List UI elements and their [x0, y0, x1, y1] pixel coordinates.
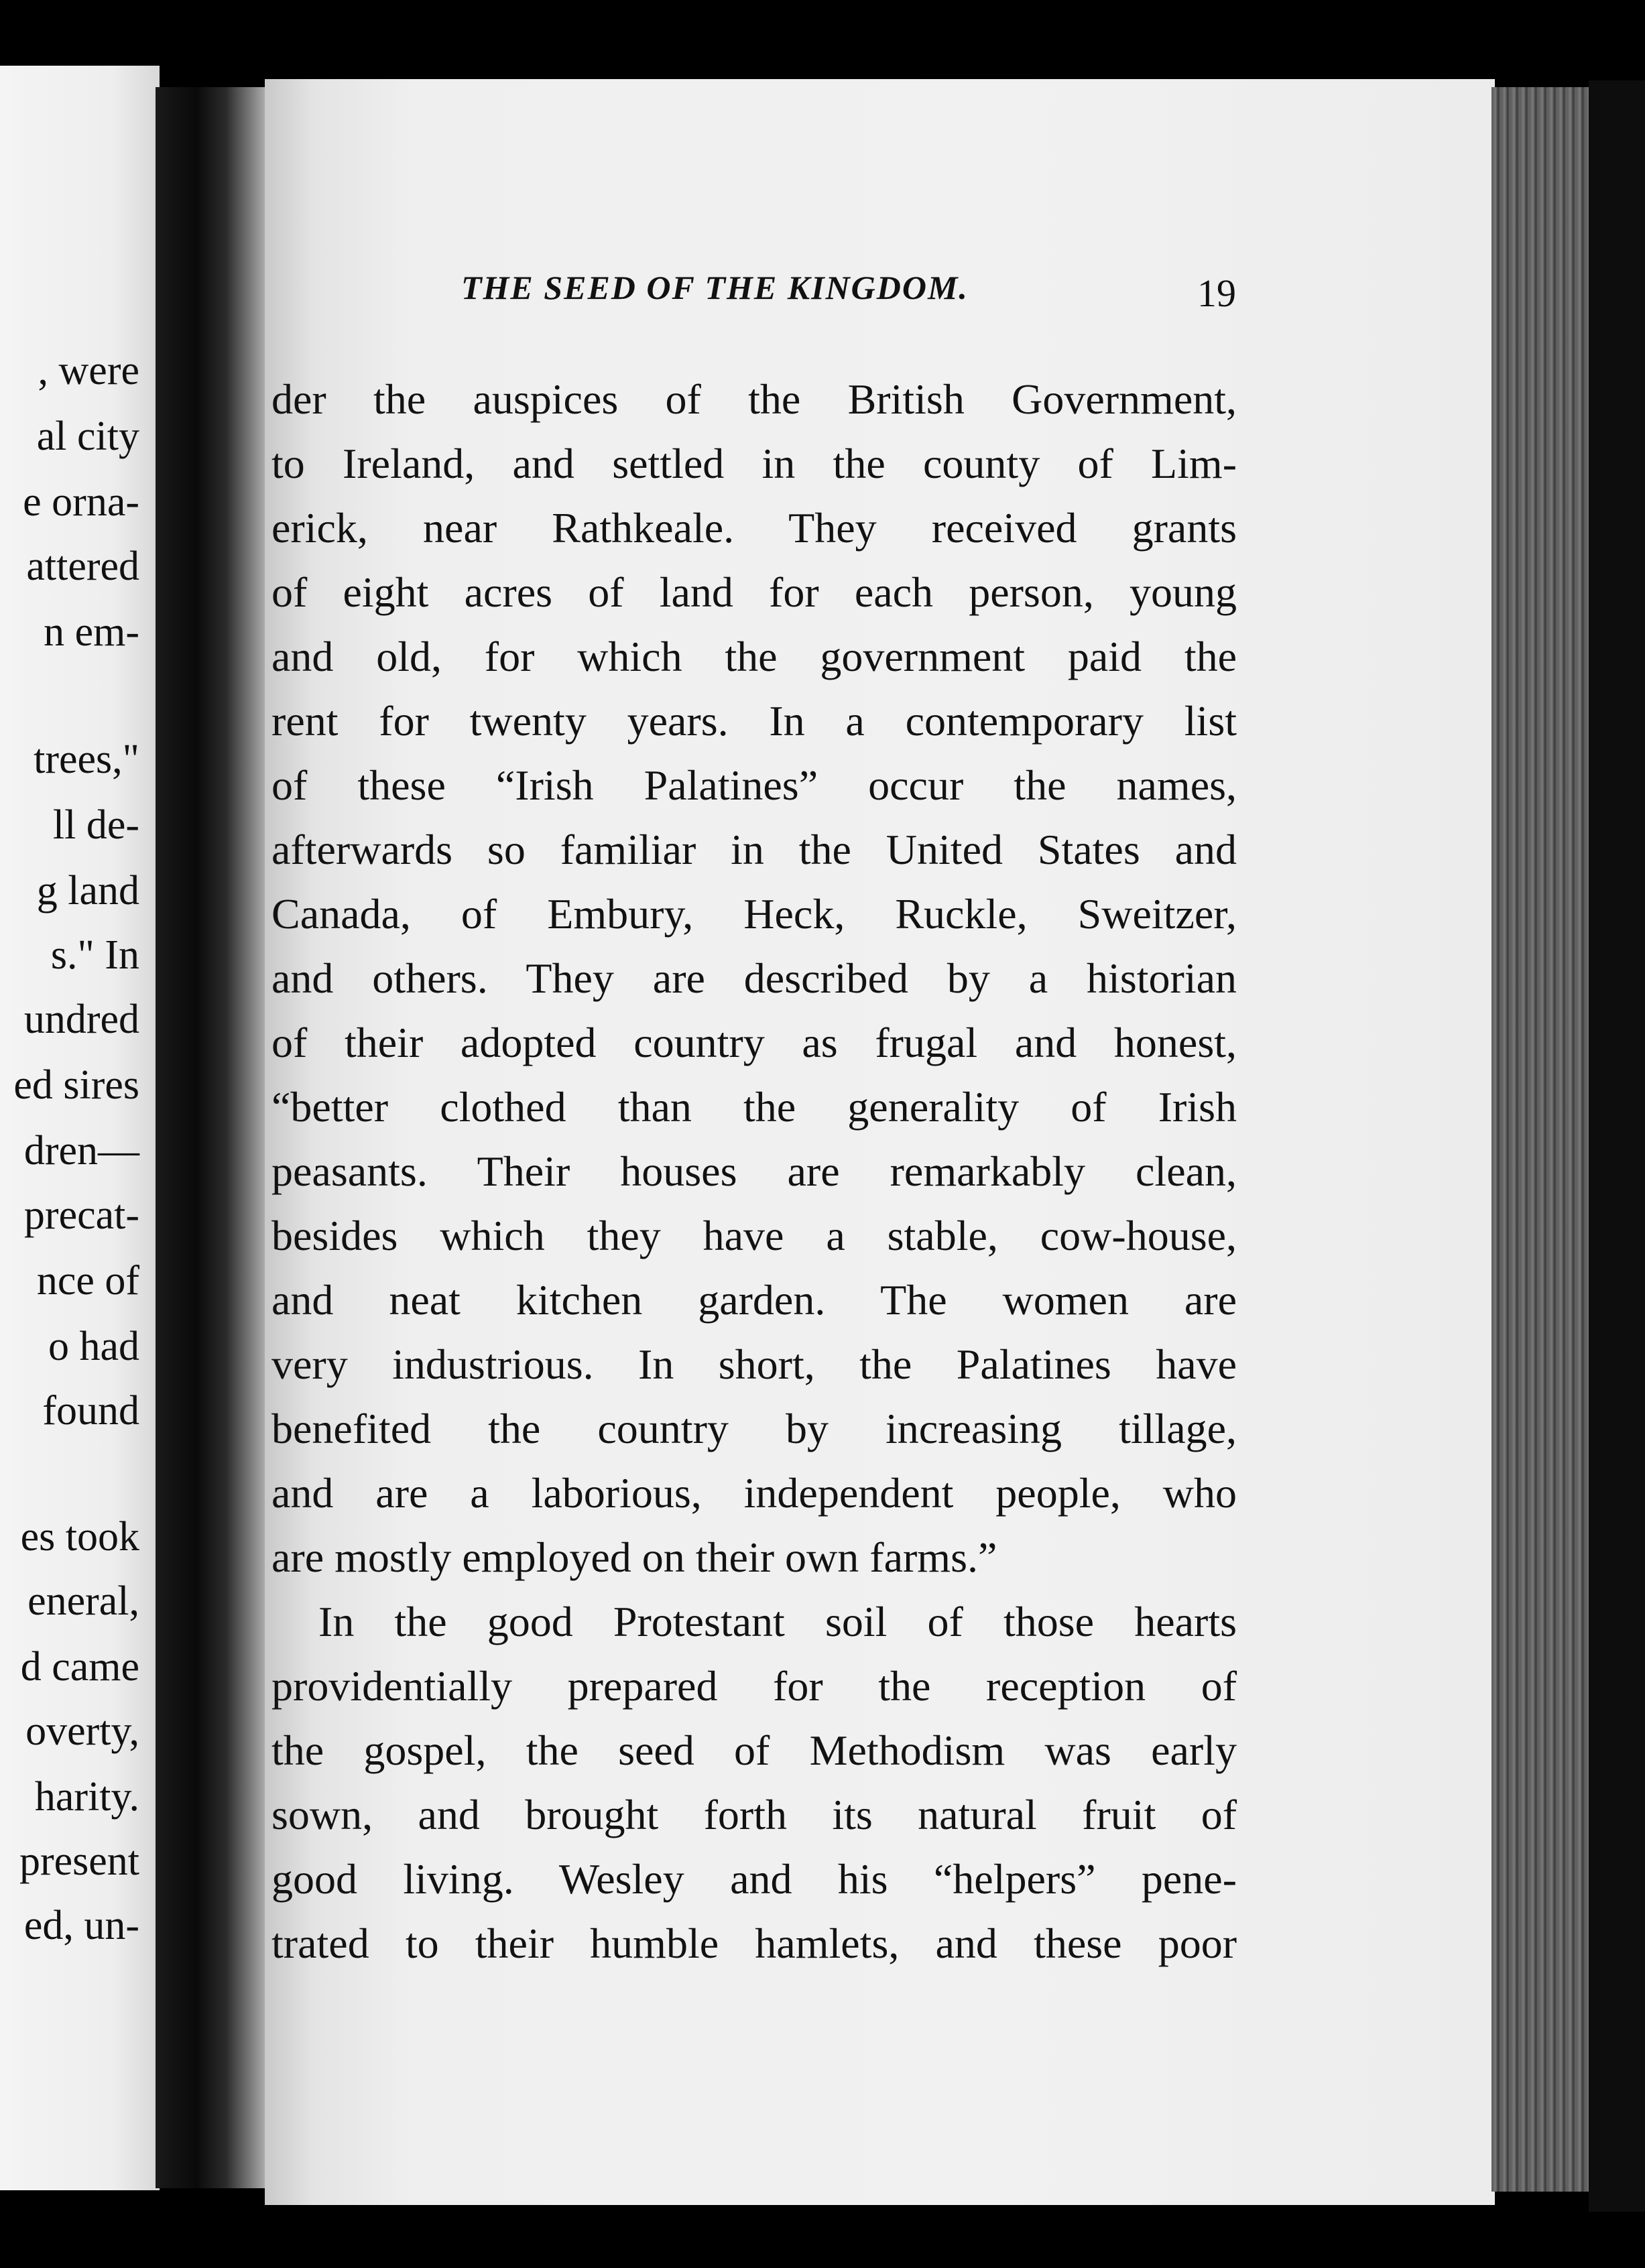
- left-line: nce of: [36, 1258, 139, 1304]
- left-line: n em-: [44, 609, 139, 655]
- left-line: eneral,: [27, 1578, 139, 1624]
- text-line: to Ireland, and settled in the county of Lim-: [271, 440, 1237, 487]
- body-text: [271, 367, 1237, 1976]
- text-line: and others. They are described by a historian: [271, 954, 1237, 1002]
- left-line: d came: [20, 1644, 139, 1690]
- text-line: peasants. Their houses are remarkably clean,: [271, 1147, 1237, 1195]
- scan-border: [1589, 80, 1645, 2212]
- text-line: of their adopted country as frugal and honest,: [271, 1019, 1237, 1066]
- text-line: and are a laborious, independent people, who: [271, 1469, 1237, 1517]
- left-line: found: [42, 1388, 139, 1434]
- gutter-shadow: [156, 87, 273, 2188]
- text-line: besides which they have a stable, cow-house,: [271, 1212, 1237, 1259]
- text-line: trated to their humble hamlets, and these poor: [271, 1919, 1237, 1967]
- left-line: dren—: [23, 1128, 139, 1174]
- text-line: der the auspices of the British Government,: [271, 375, 1237, 423]
- running-head: THE SEED OF THE KINGDOM.: [461, 269, 969, 306]
- left-line: , were: [38, 348, 139, 393]
- text-line: Canada, of Embury, Heck, Ruckle, Sweitzer,: [271, 890, 1237, 938]
- left-line: ed, un-: [23, 1903, 139, 1948]
- left-line: attered: [26, 544, 139, 589]
- text-line: sown, and brought forth its natural fruit of: [271, 1791, 1237, 1838]
- text-line: of eight acres of land for each person, young: [271, 568, 1237, 616]
- left-line: g land: [36, 868, 139, 914]
- page-edges: [1491, 87, 1592, 2192]
- left-line: o had: [48, 1324, 139, 1369]
- left-line: overty,: [25, 1708, 139, 1754]
- left-line: s." In: [50, 932, 139, 978]
- text-line: rent for twenty years. In a contemporary list: [271, 697, 1237, 745]
- text-line: the gospel, the seed of Methodism was early: [271, 1726, 1237, 1774]
- text-line: benefited the country by increasing tillage,: [271, 1405, 1237, 1452]
- text-line: erick, near Rathkeale. They received grants: [271, 504, 1237, 552]
- text-line: very industrious. In short, the Palatines have: [271, 1340, 1237, 1388]
- text-line: “better clothed than the generality of Irish: [271, 1083, 1237, 1131]
- text-line: good living. Wesley and his “helpers” pene-: [271, 1855, 1237, 1903]
- page-number: 19: [1197, 271, 1236, 315]
- left-line: ll de-: [52, 802, 139, 848]
- left-line: e orna-: [23, 479, 139, 525]
- left-facing-page: [0, 66, 160, 2190]
- left-line: es took: [20, 1514, 139, 1560]
- text-line: of these “Irish Palatines” occur the names,: [271, 761, 1237, 809]
- text-line: afterwards so familiar in the United States and: [271, 826, 1237, 873]
- left-line: trees,": [34, 737, 139, 782]
- text-line: providentially prepared for the reception of: [271, 1662, 1237, 1710]
- text-line: and old, for which the government paid the: [271, 633, 1237, 680]
- left-line: precat-: [23, 1192, 139, 1238]
- text-line: and neat kitchen garden. The women are: [271, 1276, 1237, 1324]
- left-line: present: [19, 1838, 139, 1884]
- text-line: In the good Protestant soil of those hearts: [318, 1598, 1237, 1645]
- left-line: undred: [23, 997, 139, 1042]
- text-line: are mostly employed on their own farms.”: [271, 1533, 997, 1581]
- left-line: ed sires: [13, 1062, 139, 1108]
- left-line: al city: [36, 414, 139, 459]
- left-line: harity.: [34, 1774, 139, 1820]
